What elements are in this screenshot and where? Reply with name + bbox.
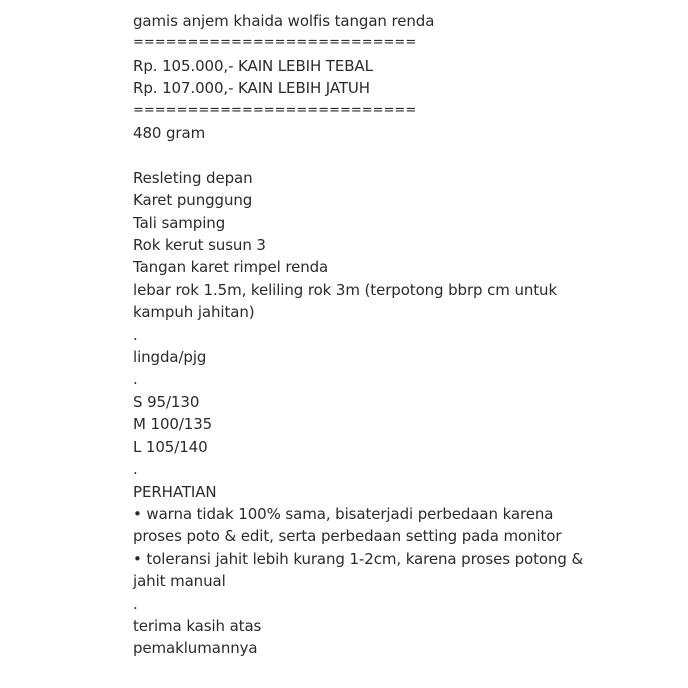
feature-item: Resleting depan <box>133 168 253 187</box>
feature-item: Tangan karet rimpel renda <box>133 258 329 277</box>
separator-dot: . <box>133 460 138 479</box>
size-entry: L 105/140 <box>133 437 208 456</box>
divider-line: ========================== <box>133 102 417 118</box>
product-title: gamis anjem khaida wolfis tangan renda <box>133 12 435 30</box>
weight-text: 480 gram <box>133 124 206 143</box>
feature-item: Tali samping <box>133 213 226 232</box>
separator-dot: . <box>133 594 138 613</box>
size-entry: S 95/130 <box>133 392 200 411</box>
blank-line <box>133 144 673 166</box>
notice-item: jahit manual <box>133 572 226 591</box>
skirt-size-text: lebar rok 1.5m, keliling rok 3m (terpotong bbrp cm untuk <box>133 280 558 299</box>
separator-dot: . <box>133 370 138 389</box>
feature-item: Rok kerut susun 3 <box>133 236 266 255</box>
skirt-size-text: kampuh jahitan) <box>133 303 255 322</box>
size-entry: M 100/135 <box>133 415 213 434</box>
product-description <box>133 10 673 660</box>
notice-item: • warna tidak 100% sama, bisaterjadi perbedaan karena <box>133 504 554 523</box>
price-line-flowy-fabric: Rp. 107.000,- KAIN LEBIH JATUH <box>133 79 370 98</box>
notice-item: proses poto & edit, serta perbedaan setting pada monitor <box>133 527 562 546</box>
price-line-thick-fabric: Rp. 105.000,- KAIN LEBIH TEBAL <box>133 56 373 75</box>
size-header: lingda/pjg <box>133 348 207 367</box>
separator-dot: . <box>133 325 138 344</box>
divider-line: ========================== <box>133 35 417 51</box>
notice-heading: PERHATIAN <box>133 482 217 501</box>
feature-item: Karet punggung <box>133 191 253 210</box>
notice-item: • toleransi jahit lebih kurang 1-2cm, karena proses potong & <box>133 549 584 568</box>
closing-text: pemaklumannya <box>133 639 258 658</box>
closing-text: terima kasih atas <box>133 616 262 635</box>
